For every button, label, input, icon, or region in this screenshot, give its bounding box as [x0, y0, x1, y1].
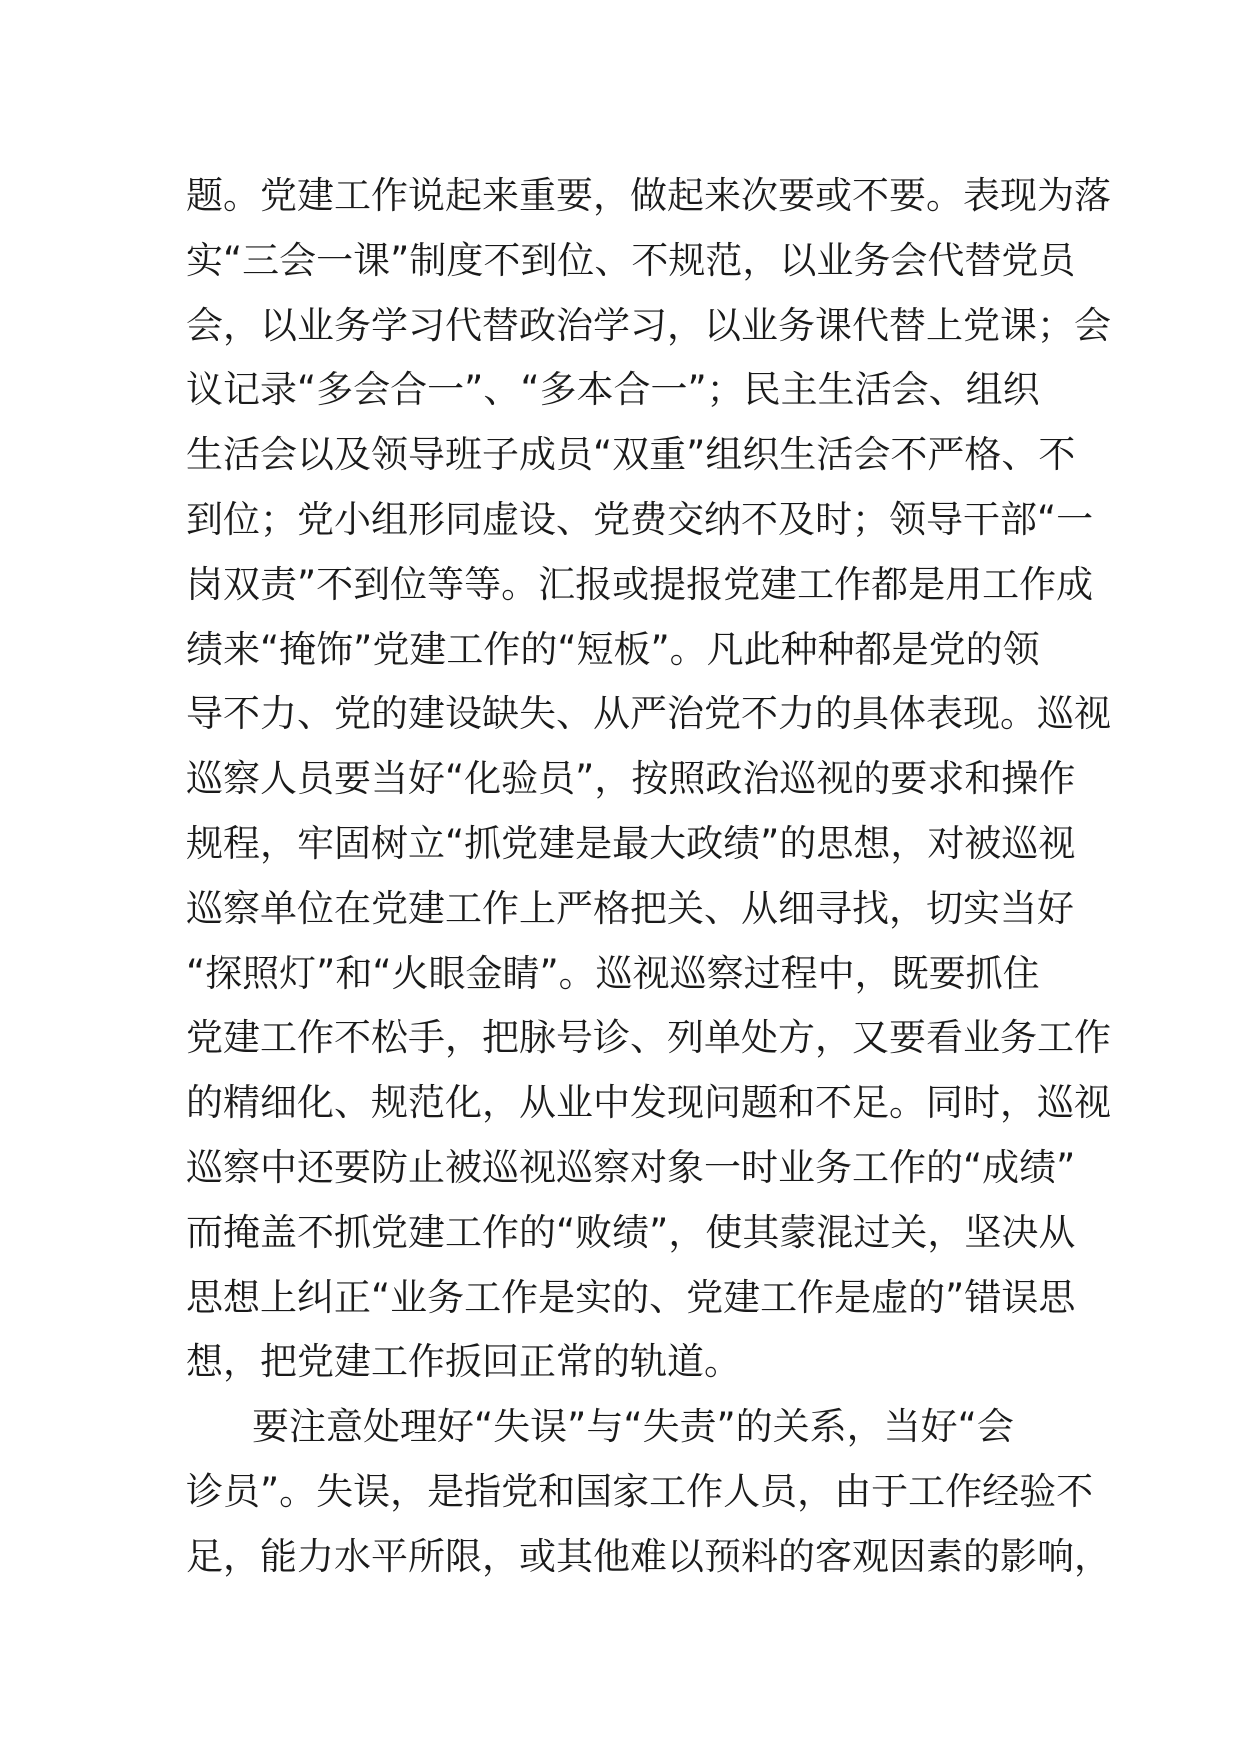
text-line: “探照灯”和“火眼金睛”。巡视巡察过程中，既要抓住	[186, 951, 1040, 995]
paragraph-first-line: 要注意处理好“失误”与“失责”的关系，当好“会	[252, 1405, 1014, 1449]
text-line: 而掩盖不抓党建工作的“败绩”，使其蒙混过关，坚决从	[186, 1210, 1076, 1254]
text-line: 会，以业务学习代替政治学习，以业务课代替上党课；会	[186, 303, 1111, 347]
body-text	[186, 164, 1111, 1590]
text-line: 生活会以及领导班子成员“双重”组织生活会不严格、不	[186, 433, 1076, 477]
text-line: 实“三会一课”制度不到位、不规范，以业务会代替党员	[186, 238, 1076, 282]
text-line: 诊员”。失误，是指党和国家工作人员，由于工作经验不	[186, 1469, 1094, 1513]
text-line: 巡察中还要防止被巡视巡察对象一时业务工作的“成绩”	[186, 1145, 1076, 1189]
text-line: 岗双责”不到位等等。汇报或提报党建工作都是用工作成	[186, 562, 1094, 606]
text-line: 巡察人员要当好“化验员”，按照政治巡视的要求和操作	[186, 757, 1076, 801]
text-line: 议记录“多会合一”、“多本合一”；民主生活会、组织	[186, 368, 1040, 412]
text-line: 想，把党建工作扳回正常的轨道。	[186, 1340, 741, 1384]
text-line: 党建工作不松手，把脉号诊、列单处方，又要看业务工作	[186, 1016, 1111, 1060]
text-line: 巡察单位在党建工作上严格把关、从细寻找，切实当好	[186, 886, 1074, 930]
text-line: 到位；党小组形同虚设、党费交纳不及时；领导干部“一	[186, 497, 1094, 541]
text-line: 规程，牢固树立“抓党建是最大政绩”的思想，对被巡视	[186, 821, 1076, 865]
text-line: 足，能力水平所限，或其他难以预料的客观因素的影响，	[186, 1534, 1111, 1578]
text-line: 导不力、党的建设缺失、从严治党不力的具体表现。巡视	[186, 692, 1111, 736]
text-line: 绩来“掩饰”党建工作的“短板”。凡此种种都是党的领	[186, 627, 1040, 671]
text-line: 的精细化、规范化，从业中发现问题和不足。同时，巡视	[186, 1081, 1111, 1125]
text-line: 思想上纠正“业务工作是实的、党建工作是虚的”错误思	[186, 1275, 1076, 1319]
text-line: 题。党建工作说起来重要，做起来次要或不要。表现为落	[186, 174, 1111, 217]
